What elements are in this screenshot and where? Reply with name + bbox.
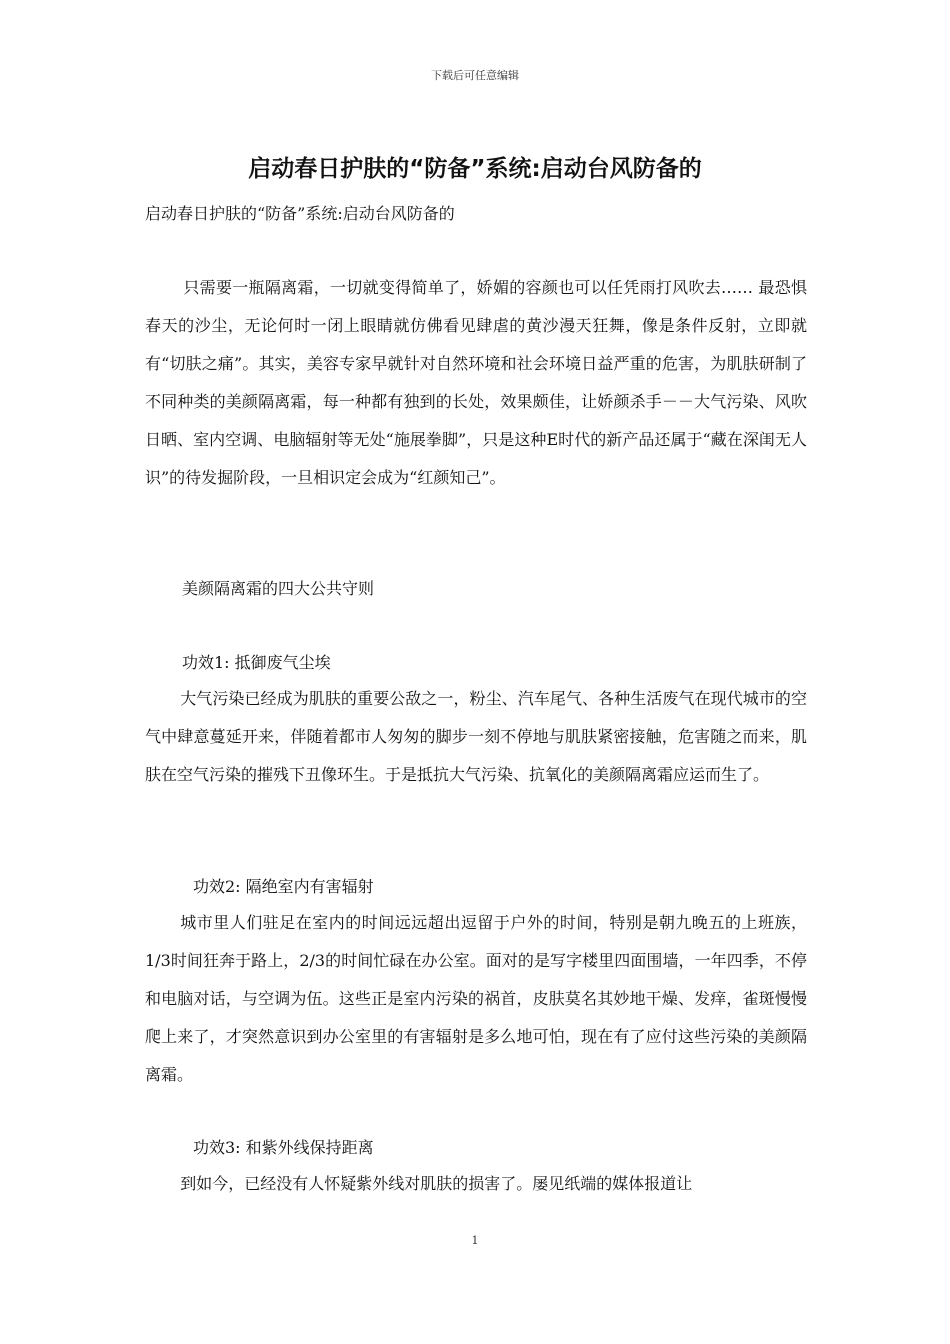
effect-1-paragraph: 大气污染已经成为肌肤的重要公敌之一，粉尘、汽车尾气、各种生活废气在现代城市的空气中肆意蔓延开来，伴随着都市人匆匆的脚步一刻不停地与肌肤紧密接触，危害随之而来，肌肤在空气污染的摧残下丑像环生。于是抵抗大气污染、抗氧化的美颜隔离霜应运而生了。: [145, 689, 807, 784]
effect-2-paragraph: 城市里人们驻足在室内的时间远远超出逗留于户外的时间，特别是朝九晚五的上班族，1/3时间狂奔于路上，2/3的时间忙碌在办公室。面对的是写字楼里四面围墙，一年四季，不停和电脑对话，与空调为伍。这些正是室内污染的祸首，皮肤莫名其妙地干燥、发痒，雀斑慢慢爬上来了，才突然意识到办公室里的有害辐射是多么地可怕，现在有了应付这些污染的美颜隔离霜。: [145, 913, 807, 1084]
effect-3-heading: 功效3: 和紫外线保持距离: [193, 1138, 374, 1157]
effect-3-paragraph: 到如今，已经没有人怀疑紫外线对肌肤的损害了。屡见纸端的媒体报道让: [180, 1174, 693, 1193]
header-note: 下载后可任意编辑: [431, 69, 519, 82]
page-title: 启动春日护肤的“防备”系统:启动台风防备的: [248, 156, 702, 182]
subtitle: 启动春日护肤的“防备”系统:启动台风防备的: [145, 204, 455, 223]
page-number: 1: [471, 1234, 479, 1247]
effect-2-heading: 功效2: 隔绝室内有害辐射: [193, 877, 374, 896]
intro-paragraph: 只需要一瓶隔离霜，一切就变得简单了，娇媚的容颜也可以任凭雨打风吹去…… 最恐惧春天的沙尘，无论何时一闭上眼睛就仿佛看见肆虐的黄沙漫天狂舞，像是条件反射，立即就有“切肤之痛”。其实，美容专家早就针对自然环境和社会环境日益严重的危害，为肌肤研制了不同种类的美颜隔离霜，每一种都有独到的长处，效果颇佳，让娇颜杀手－－大气污染、风吹日晒、室内空调、电脑辐射等无处“施展拳脚”，只是这种E时代的新产品还属于“藏在深闺无人识”的待发掘阶段，一旦相识定会成为“红颜知己”。: [145, 278, 807, 487]
section-heading: 美颜隔离霜的四大公共守则: [182, 579, 375, 598]
effect-1-heading: 功效1: 抵御废气尘埃: [182, 653, 331, 672]
